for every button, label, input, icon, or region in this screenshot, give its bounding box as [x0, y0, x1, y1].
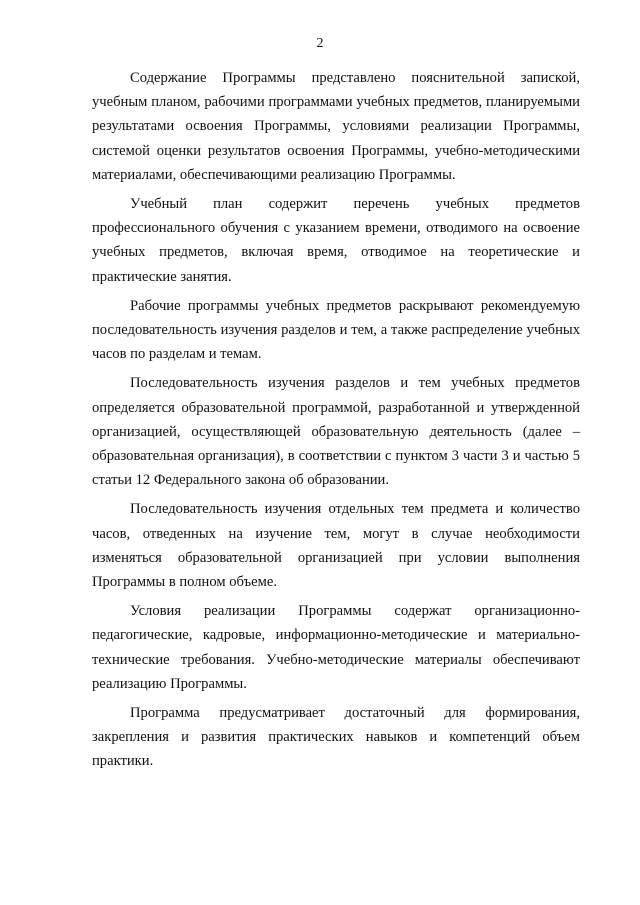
paragraph-work-programs: Рабочие программы учебных предметов раскрывают рекомендуемую последовательность изучения разделов и тем, а также распределение учебных часов по разделам и темам.	[92, 297, 580, 363]
document-body	[92, 66, 580, 774]
paragraph-topic-order: Последовательность изучения отдельных тем предмета и количество часов, отведенных на изучение тем, могут в случае необходимости изменяться образовательной организацией при условии выполнения Программы в полном объеме.	[92, 501, 580, 591]
paragraph-study-sequence: Последовательность изучения разделов и тем учебных предметов определяется образовательной программой, разработанной и утвержденной организацией, осуществляющей образовательную деятельность (далее – образовательная организация), в соответствии с пунктом 3 части 3 и частью 5 статьи 12 Федерального закона об образовании.	[92, 375, 580, 489]
paragraph-practice: Программа предусматривает достаточный для формирования, закрепления и развития практических навыков и компетенций объем практики.	[92, 705, 580, 770]
paragraph-program-content: Содержание Программы представлено пояснительной запиской, учебным планом, рабочими программами учебных предметов, планируемыми результатами освоения Программы, условиями реализации Программы, системой оценки результатов освоения Программы, учебно-методическими материалами, обеспечивающими реализацию Программы.	[92, 70, 580, 183]
paragraph-implementation-conditions: Условия реализации Программы содержат организационно-педагогические, кадровые, информационно-методические и материально-технические требования. Учебно-методические материалы обеспечивают реализацию Программы.	[92, 603, 580, 692]
paragraph-curriculum: Учебный план содержит перечень учебных предметов профессионального обучения с указанием времени, отводимого на освоение учебных предметов, включая время, отводимое на теоретические и практические занятия.	[92, 196, 580, 285]
page-number: 2	[316, 36, 324, 51]
